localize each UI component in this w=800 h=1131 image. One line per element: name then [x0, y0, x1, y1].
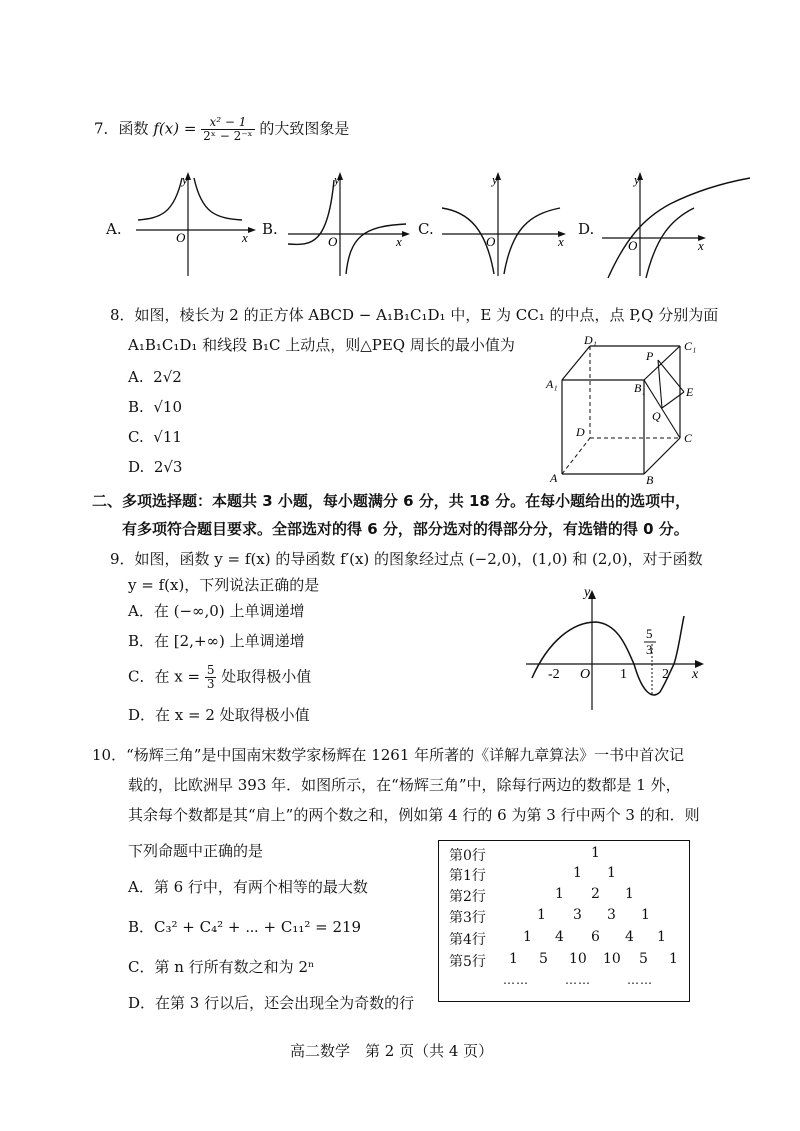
label-d: D — [576, 425, 585, 439]
q7-option-d-label: D. — [578, 220, 595, 238]
q8-stem-line1: 8．如图，棱长为 2 的正方体 ABCD − A₁B₁C₁D₁ 中，E 为 CC₁ 的中点，点 P,Q 分别为面 — [110, 306, 719, 324]
triangle-number: 1 — [591, 845, 600, 861]
axis-x-label: x — [396, 234, 402, 249]
triangle-number: 1 — [607, 865, 616, 881]
q10-stem-line1: 10．“杨辉三角”是中国南宋数学家杨辉在 1261 年所著的《详解九章算法》一书中首次记 — [92, 746, 685, 764]
origin-label: O — [328, 234, 338, 249]
option-value: √11 — [153, 428, 182, 446]
axis-y-label: y — [492, 172, 498, 187]
q9-stem-line1: 9．如图，函数 y = f(x) 的导函数 f′(x) 的图象经过点 (−2,0)，(1,0) 和 (2,0)，对于函数 — [110, 550, 703, 568]
continuation-dots: …… — [627, 973, 653, 987]
label-q: Q — [652, 409, 661, 423]
section2-line1: 二、多项选择题：本题共 3 小题，每小题满分 6 分，共 18 分。在每小题给出的选项中， — [92, 492, 691, 510]
q9-option-d: D．在 x = 2 处取得极小值 — [128, 706, 310, 724]
q10-option-c: C．第 n 行所有数之和为 2ⁿ — [128, 958, 315, 976]
triangle-number: 6 — [591, 929, 600, 945]
label-e: E — [686, 385, 694, 399]
axis-x-label: x — [698, 238, 704, 253]
triangle-number: 1 — [669, 951, 678, 967]
triangle-number: 10 — [569, 951, 587, 967]
q7-option-c-label: C. — [418, 220, 434, 238]
option-label: B. — [128, 398, 144, 416]
row-label: 第4行 — [449, 932, 486, 948]
option-value: 2√2 — [153, 368, 182, 386]
origin-label: O — [486, 234, 496, 249]
axis-y-label: y — [584, 585, 591, 600]
q7-fx: f(x) = — [153, 119, 202, 138]
option-label: D. — [128, 458, 145, 476]
continuation-dots: …… — [565, 973, 591, 987]
q7-pre: 函数 — [118, 119, 149, 138]
q8-cube-figure — [540, 336, 710, 486]
yanghui-triangle-box — [438, 840, 690, 1002]
axis-x-label: x — [692, 667, 699, 682]
origin-label: O — [580, 667, 591, 682]
fraction-numerator: 5 — [206, 663, 215, 677]
label-d1: D₁ — [584, 336, 597, 347]
q9-option-c-post: 处取得极小值 — [221, 667, 312, 686]
label-c1: C₁ — [684, 339, 697, 353]
label-a: A — [550, 471, 558, 485]
row-label: 第5行 — [449, 954, 486, 970]
q7-graph-a — [130, 168, 260, 280]
section2-line2: 有多项符合题目要求。全部选对的得 6 分，部分选对的得部分分，有选错的得 0 分。 — [122, 520, 689, 538]
q10-option-b: B．C₃² + C₄² + ⋯ + C₁₁² = 219 — [128, 918, 362, 936]
triangle-number: 1 — [573, 865, 582, 881]
q8-option-d — [128, 458, 182, 476]
triangle-number: 4 — [625, 929, 634, 945]
origin-label: O — [176, 230, 186, 245]
q7-stem — [94, 116, 349, 143]
q7-denominator: 2ˣ − 2⁻ˣ — [203, 129, 253, 143]
q7-post: 的大致图象是 — [259, 119, 350, 138]
triangle-number: 1 — [555, 886, 564, 902]
option-label: C. — [128, 428, 144, 446]
q8-option-c — [128, 428, 182, 446]
page-footer: 高二数学 第 2 页（共 4 页） — [290, 1042, 494, 1060]
triangle-number: 1 — [509, 951, 518, 967]
option-value: √10 — [153, 398, 182, 416]
q9-option-c-fraction — [205, 664, 217, 691]
q9-option-b: B．在 [2,+∞) 上单调递增 — [128, 632, 305, 650]
triangle-number: 3 — [573, 907, 582, 923]
label-p: P — [646, 349, 654, 363]
triangle-number: 10 — [603, 951, 621, 967]
q7-fraction — [201, 116, 254, 143]
label-a1: A₁ — [546, 377, 558, 391]
row-label: 第3行 — [449, 910, 486, 926]
tick-frac-den: 3 — [646, 642, 653, 657]
continuation-dots: …… — [503, 973, 529, 987]
axis-y-label: y — [334, 172, 340, 187]
q8-option-b — [128, 398, 182, 416]
q9-option-a: A．在 (−∞,0) 上单调递增 — [128, 602, 305, 620]
triangle-number: 2 — [591, 886, 600, 902]
triangle-number: 1 — [625, 886, 634, 902]
q10-option-d: D．在第 3 行以后，还会出现全为奇数的行 — [128, 994, 415, 1012]
q10-option-a: A．第 6 行中，有两个相等的最大数 — [128, 878, 368, 896]
fraction-denominator: 3 — [206, 677, 215, 691]
triangle-number: 5 — [639, 951, 648, 967]
axis-y-label: y — [182, 172, 188, 187]
origin-label: O — [628, 238, 638, 253]
tick-frac-num: 5 — [646, 626, 653, 641]
triangle-number: 1 — [523, 929, 532, 945]
q9-option-c-pre: C．在 x = — [128, 667, 201, 686]
label-b1: B₁ — [634, 381, 646, 395]
q7-option-b-label: B. — [262, 220, 278, 238]
q10-stem-line4: 下列命题中正确的是 — [128, 842, 264, 860]
row-label: 第0行 — [449, 848, 486, 864]
triangle-number: 1 — [657, 929, 666, 945]
triangle-number: 1 — [537, 907, 546, 923]
q10-stem-line2: 载的，比欧洲早 393 年．如图所示，在“杨辉三角”中，除每行两边的数都是 1 外， — [128, 776, 681, 794]
tick-minus-two: -2 — [548, 667, 560, 682]
q8-stem-line2: A₁B₁C₁D₁ 和线段 B₁C 上动点，则△PEQ 周长的最小值为 — [128, 336, 515, 354]
triangle-number: 1 — [641, 907, 650, 923]
q10-stem-line3: 其余每个数都是其“肩上”的两个数之和，例如第 4 行的 6 为第 3 行中两个 3 的和．则 — [128, 806, 700, 824]
option-label: A. — [128, 368, 144, 386]
axis-x-label: x — [558, 234, 564, 249]
option-value: 2√3 — [153, 458, 183, 476]
q8-option-a — [128, 368, 182, 386]
triangle-number: 4 — [555, 929, 564, 945]
tick-two: 2 — [662, 667, 669, 682]
label-c: C — [684, 431, 693, 445]
q7-numerator: x² − 1 — [201, 116, 254, 130]
tick-one: 1 — [620, 667, 627, 682]
q9-stem-line2: y = f(x)，下列说法正确的是 — [128, 576, 320, 594]
axis-x-label: x — [242, 230, 248, 245]
q7-graph-d — [598, 168, 758, 280]
q7-option-a-label: A. — [106, 220, 122, 238]
q7-graph-c — [438, 168, 573, 280]
axis-y-label: y — [634, 172, 640, 187]
triangle-number: 5 — [539, 951, 548, 967]
q9-option-c — [128, 664, 311, 691]
row-label: 第2行 — [449, 889, 486, 905]
triangle-number: 3 — [607, 907, 616, 923]
q7-number: 7． — [94, 119, 119, 138]
label-b: B — [646, 473, 654, 486]
q7-graph-b — [282, 168, 412, 280]
q9-derivative-graph — [520, 582, 710, 714]
row-label: 第1行 — [449, 868, 486, 884]
